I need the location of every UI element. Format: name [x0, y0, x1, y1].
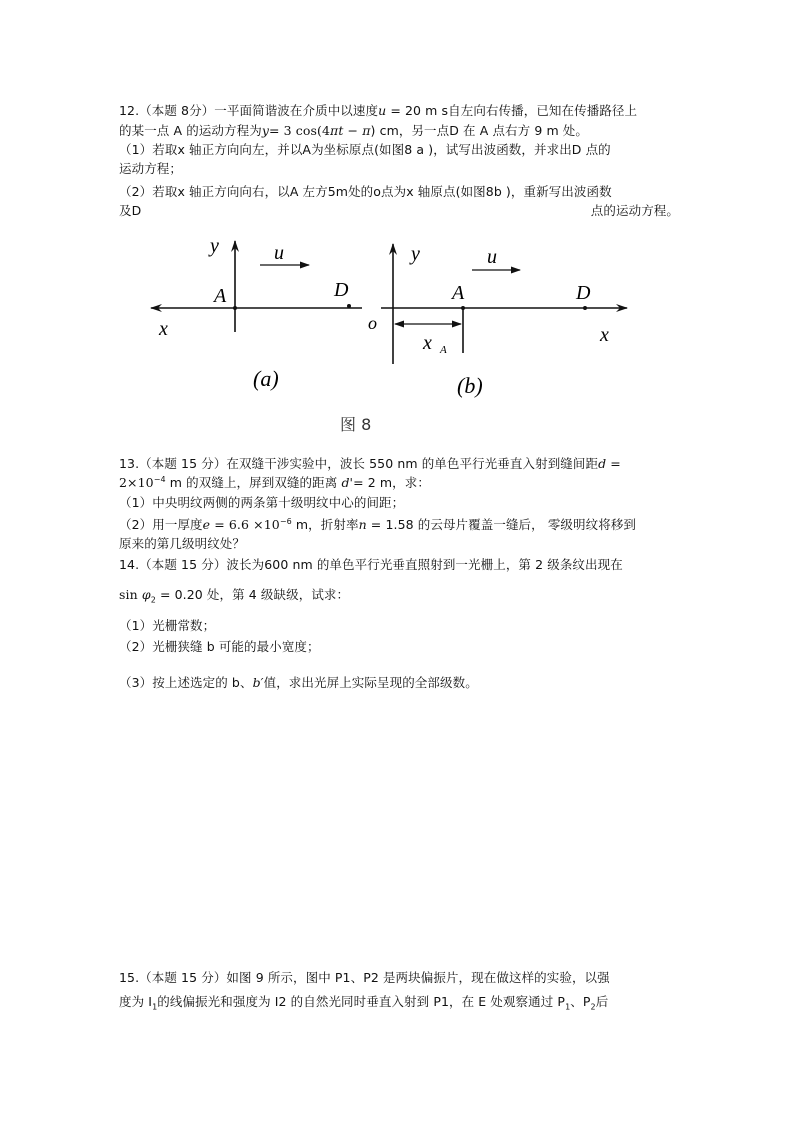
q13-text: = 1.58 的云母片覆盖一缝后， 零级明纹将移到: [366, 517, 637, 532]
q15-line-1: 15.（本题 15 分）如图 9 所示，图中 P1、P2 是两块偏振片，现在做这样的实验，以强: [119, 970, 610, 985]
q15-line-2: [119, 993, 679, 1011]
q12-text: 点的运动方程。: [590, 203, 679, 218]
pi-t-symbol: πt: [330, 123, 344, 138]
q13-text: 2×10: [119, 475, 154, 490]
n-symbol: n: [358, 517, 367, 532]
q13-text: = 6.6 ×10: [210, 517, 280, 532]
caption-a: (a): [253, 366, 279, 391]
q13-text: =: [606, 456, 621, 471]
d-prime-symbol: d': [341, 475, 354, 490]
figure-caption: 图 8: [340, 415, 372, 434]
q15-text: 、P: [570, 994, 591, 1009]
q13-part-1: （1）中央明纹两侧的两条第十级明纹中心的间距；: [119, 495, 405, 510]
sin-text: sin: [119, 587, 142, 602]
q13-text: = 2 m，求：: [353, 475, 430, 490]
subscript: 2: [150, 595, 156, 605]
q12-part-2: （2）若取x 轴正方向向右，以A 左方5m处的o点为x 轴原点(如图8b )，重新写出波函数: [119, 184, 612, 199]
q12-part-1: （1）若取x 轴正方向向左，并以A为坐标原点(如图8 a )，试写出波函数，并求出D 点的: [119, 142, 611, 157]
subscript: 2: [590, 1002, 596, 1012]
q13-text: （2）用一厚度: [119, 517, 203, 532]
q14-text: = 0.20 处，第 4 级缺级，试求：: [155, 587, 350, 602]
figure-8b: [368, 243, 627, 398]
x-axis-label: x: [159, 318, 168, 340]
u-label: u: [487, 246, 497, 268]
y-symbol: y: [261, 123, 269, 138]
q14-text: 值，求出光屏上实际呈现的全部级数。: [263, 675, 478, 690]
q14-part-3: [119, 674, 679, 692]
xa-subscript: A: [440, 344, 447, 356]
velocity-symbol: u: [378, 103, 387, 118]
subscript: 1: [565, 1002, 571, 1012]
u-label: u: [274, 242, 284, 264]
e-symbol: e: [202, 517, 211, 532]
exponent: −4: [153, 474, 166, 484]
y-axis-label: y: [210, 235, 219, 257]
q12-text: ) cm，另一点D 在 A 点右方 9 m 处。: [370, 123, 588, 138]
q13-line-2: [119, 474, 679, 492]
origin-label: o: [368, 313, 377, 333]
q13-part-2-cont: 原来的第几级明纹处？: [119, 536, 246, 551]
d-symbol: d: [598, 456, 607, 471]
q12-part-1-cont: 运动方程；: [119, 161, 183, 176]
q13-line-1: [119, 455, 679, 473]
point-a-label: A: [214, 285, 227, 307]
phi-symbol: φ: [141, 587, 151, 602]
caption-b: (b): [457, 373, 483, 398]
y-axis-label: y: [411, 243, 420, 265]
subscript: 1: [152, 1002, 158, 1012]
q14-line-2: [119, 586, 679, 604]
q12-text: 12.（本题 8分）一平面简谐波在介质中以速度: [119, 103, 379, 118]
x-axis-label: x: [600, 324, 609, 346]
q14-part-1: （1）光栅常数；: [119, 618, 216, 633]
q13-text: 13.（本题 15 分）在双缝干涉实验中，波长 550 nm 的单色平行光垂直入射到缝间距: [119, 456, 599, 471]
xa-label: x: [423, 332, 432, 354]
pi-symbol: π: [362, 123, 371, 138]
q12-text: 的某一点 A 的运动方程为: [119, 123, 262, 138]
figure-8-diagram: [0, 0, 794, 420]
figure-8a: [151, 235, 362, 391]
exponent: −6: [279, 516, 292, 526]
q14-part-2: （2）光栅狭缝 b 可能的最小宽度；: [119, 639, 320, 654]
q15-text: 的线偏振光和强度为 I2 的自然光同时垂直入射到 P1，在 E 处观察通过 P: [157, 994, 566, 1009]
equation-part: = 3 cos(4: [268, 123, 331, 138]
point-d-label: D: [576, 282, 591, 304]
equation-part: −: [343, 123, 363, 138]
q12-text: = 20 m s自左向右传播，已知在传播路径上: [386, 103, 638, 118]
q13-part-2: [119, 516, 679, 534]
q15-text: 度为 I: [119, 994, 153, 1009]
q14-line-1: 14.（本题 15 分）波长为600 nm 的单色平行光垂直照射到一光栅上，第 2 级条纹出现在: [119, 557, 623, 572]
point-a-label: A: [452, 282, 465, 304]
q12-text: 及D: [119, 203, 142, 218]
point-d-label: D: [334, 279, 349, 301]
b-prime-symbol: b′: [252, 675, 264, 690]
q15-text: 后: [595, 994, 609, 1009]
q13-text: m 的双缝上，屏到双缝的距离: [165, 475, 342, 490]
q14-text: （3）按上述选定的 b、: [119, 675, 253, 690]
q13-text: m，折射率: [291, 517, 359, 532]
